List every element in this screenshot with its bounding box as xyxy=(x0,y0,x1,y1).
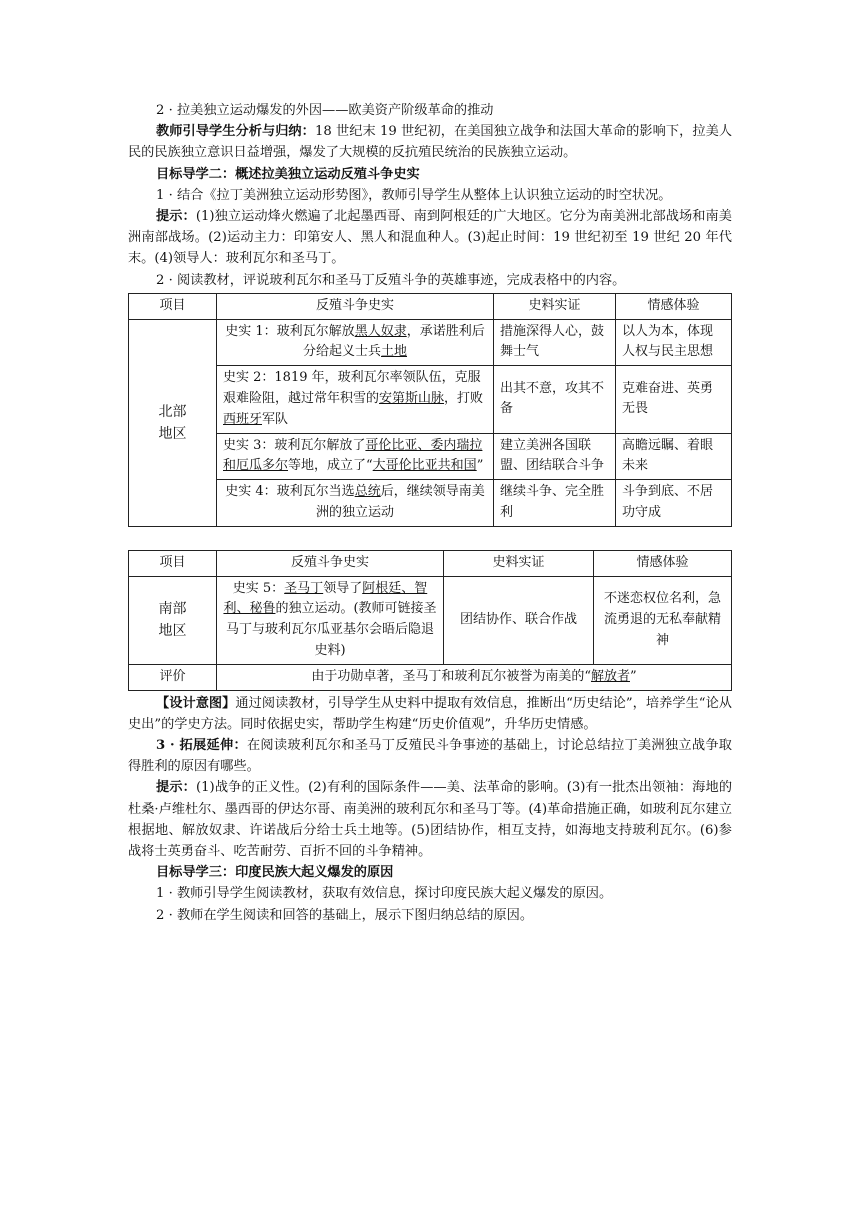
fact-cell xyxy=(217,366,494,433)
extension-hint-text: (1)战争的正义性。(2)有利的国际条件——美、法革命的影响。(3)有一批杰出领袖：海地的杜桑·卢维杜尔、墨西哥的伊达尔哥、南美洲的玻利瓦尔和圣马丁等。(4)革命措施正确，如玻利瓦尔建立根据地、解放奴隶、许诺战后分给士兵土地等。(5)团结协作，相互支持，如海地支持玻利瓦尔。(6)参战将士英勇奋斗、吃苦耐劳、百折不回的斗争精神。 xyxy=(128,780,733,859)
header-evidence: 史料实证 xyxy=(444,550,594,576)
paragraph-external-cause: 2 · 拉美独立运动爆发的外因——欧美资产阶级革命的推动 xyxy=(156,103,494,118)
fact-cell xyxy=(217,319,494,366)
underlined-term: 圣马丁 xyxy=(284,580,324,596)
underlined-term: 阿根廷、智利、秘鲁 xyxy=(223,580,428,617)
goal2-item1: 1 · 结合《拉丁美洲独立运动形势图》，教师引导学生从整体上认识独立运动的时空状况。 xyxy=(156,187,672,203)
header-evidence: 史料实证 xyxy=(494,293,616,319)
evidence-cell: 措施深得人心，鼓舞士气 xyxy=(494,319,616,366)
header-fact: 反殖斗争史实 xyxy=(217,550,444,576)
table-row xyxy=(129,576,732,664)
text-segment: ” xyxy=(476,458,484,474)
design-text: 通过阅读教材，引导学生从史料中提取有效信息，推断出“历史结论”，培养学生“论从史出”的学史方法。同时依据史实，帮助学生构建“历史价值观”，升华历史情感。 xyxy=(128,695,732,732)
underlined-term: 总统 xyxy=(354,484,381,500)
extension-text: 在阅读玻利瓦尔和圣马丁反殖民斗争事迹的基础上，讨论总结拉丁美洲独立战争取得胜利的原因有哪些。 xyxy=(128,737,732,775)
text-segment: 史实 1：玻利瓦尔解放 xyxy=(225,323,355,339)
table-header-row xyxy=(129,293,732,319)
goal2-hint-label: 提示： xyxy=(156,209,196,225)
emotion-cell: 以人为本，体现人权与民主思想 xyxy=(616,319,732,366)
text-segment: 等地，成立了“ xyxy=(288,458,373,474)
goal3-item1: 1 · 教师引导学生阅读教材，获取有效信息，探讨印度民族大起义爆发的原因。 xyxy=(156,886,613,902)
text-segment: ” xyxy=(630,668,637,684)
table-row xyxy=(129,433,732,480)
fact-cell xyxy=(217,576,444,664)
region-cell-north: 北部 地区 xyxy=(129,319,217,526)
text-segment: 史实 2：1819 年，玻利瓦尔率领队伍，克服艰难险阻，越过常年积雪的 xyxy=(223,370,481,407)
paragraph-teacher-analysis xyxy=(128,121,732,163)
evidence-cell: 继续斗争、完全胜利 xyxy=(494,480,616,527)
text-segment: 后，继续领导南美洲的独立运动 xyxy=(315,484,485,520)
header-fact: 反殖斗争史实 xyxy=(217,293,494,319)
goal3-title: 目标导学三：印度民族大起义爆发的原因 xyxy=(156,865,394,881)
text-segment: 领导了 xyxy=(323,580,363,596)
analysis-label: 教师引导学生分析与归纳： xyxy=(156,124,315,140)
goal2-item2: 2 · 阅读教材，评说玻利瓦尔和圣马丁反殖斗争的英雄事迹，完成表格中的内容。 xyxy=(156,272,626,288)
header-emotion: 情感体验 xyxy=(616,293,732,319)
underlined-term: 土地 xyxy=(381,344,408,360)
emotion-cell: 克难奋进、英勇无畏 xyxy=(616,366,732,433)
goal3-item2: 2 · 教师在学生阅读和回答的基础上，展示下图归纳总结的原因。 xyxy=(156,907,534,923)
underlined-term: 哥伦比亚、委内瑞拉和厄瓜多尔 xyxy=(223,437,483,474)
text-segment: 的独立运动。(教师可链接圣马丁与玻利瓦尔瓜亚基尔会晤后隐退史料) xyxy=(225,601,437,658)
design-label: 【设计意图】 xyxy=(156,695,236,711)
text-segment: 史实 3：玻利瓦尔解放了 xyxy=(223,437,366,453)
goal2-hint-text: (1)独立运动烽火燃遍了北起墨西哥、南到阿根廷的广大地区。它分为南美洲北部战场和南美洲南部战场。(2)运动主力：印第安人、黑人和混血种人。(3)起止时间：19 世纪初至 19 世纪 20 年代末。(4)领导人：玻利瓦尔和圣马丁。 xyxy=(128,209,732,267)
goal2-hint xyxy=(128,206,732,270)
text-segment: 军队 xyxy=(262,411,289,427)
table-row-evaluation xyxy=(129,664,732,690)
extension-hint xyxy=(128,777,732,862)
evidence-cell: 建立美洲各国联盟、团结联合斗争 xyxy=(494,433,616,480)
underlined-term: 黑人奴隶 xyxy=(354,323,407,339)
goal2-title: 目标导学二：概述拉美独立运动反殖斗争史实 xyxy=(156,166,420,182)
underlined-term: 安第斯山脉 xyxy=(379,391,445,407)
text-segment: 史实 5： xyxy=(232,580,285,596)
table-row xyxy=(129,366,732,433)
evidence-cell: 团结协作、联合作战 xyxy=(444,576,594,664)
header-emotion: 情感体验 xyxy=(594,550,732,576)
region-cell-south: 南部 地区 xyxy=(129,576,217,664)
table-header-row xyxy=(129,550,732,576)
header-item: 项目 xyxy=(129,550,217,576)
table-north-region xyxy=(128,293,732,527)
evaluation-text xyxy=(217,664,732,690)
text-segment: 史实 4：玻利瓦尔当选 xyxy=(225,484,355,500)
text-segment: ，打败 xyxy=(444,391,484,407)
text-segment: ，承诺胜利后分给起义士兵 xyxy=(302,323,485,360)
table-row xyxy=(129,480,732,527)
fact-cell xyxy=(217,480,494,527)
emotion-cell: 高瞻远瞩、着眼未来 xyxy=(616,433,732,480)
fact-cell xyxy=(217,433,494,480)
evaluation-label: 评价 xyxy=(129,664,217,690)
table-row xyxy=(129,319,732,366)
extension-label: 3 · 拓展延伸： xyxy=(156,737,247,753)
underlined-term: 大哥伦比亚共和国 xyxy=(372,458,477,474)
text-segment: 由于功勋卓著，圣马丁和玻利瓦尔被誉为南美的“ xyxy=(311,668,591,684)
underlined-term: 西班牙 xyxy=(223,411,263,427)
extension xyxy=(128,735,732,777)
evidence-cell: 出其不意，攻其不备 xyxy=(494,366,616,433)
underlined-term: 解放者 xyxy=(590,668,630,684)
table-south-region xyxy=(128,550,732,691)
document-page xyxy=(128,100,732,926)
extension-hint-label: 提示： xyxy=(156,780,196,796)
emotion-cell: 不迷恋权位名利，急流勇退的无私奉献精神 xyxy=(594,576,732,664)
emotion-cell: 斗争到底、不居功守成 xyxy=(616,480,732,527)
analysis-text: 18 世纪末 19 世纪初，在美国独立战争和法国大革命的影响下，拉美人民的民族独立意识日益增强，爆发了大规模的反抗殖民统治的民族独立运动。 xyxy=(128,124,733,161)
header-item: 项目 xyxy=(129,293,217,319)
design-intent xyxy=(128,693,732,735)
